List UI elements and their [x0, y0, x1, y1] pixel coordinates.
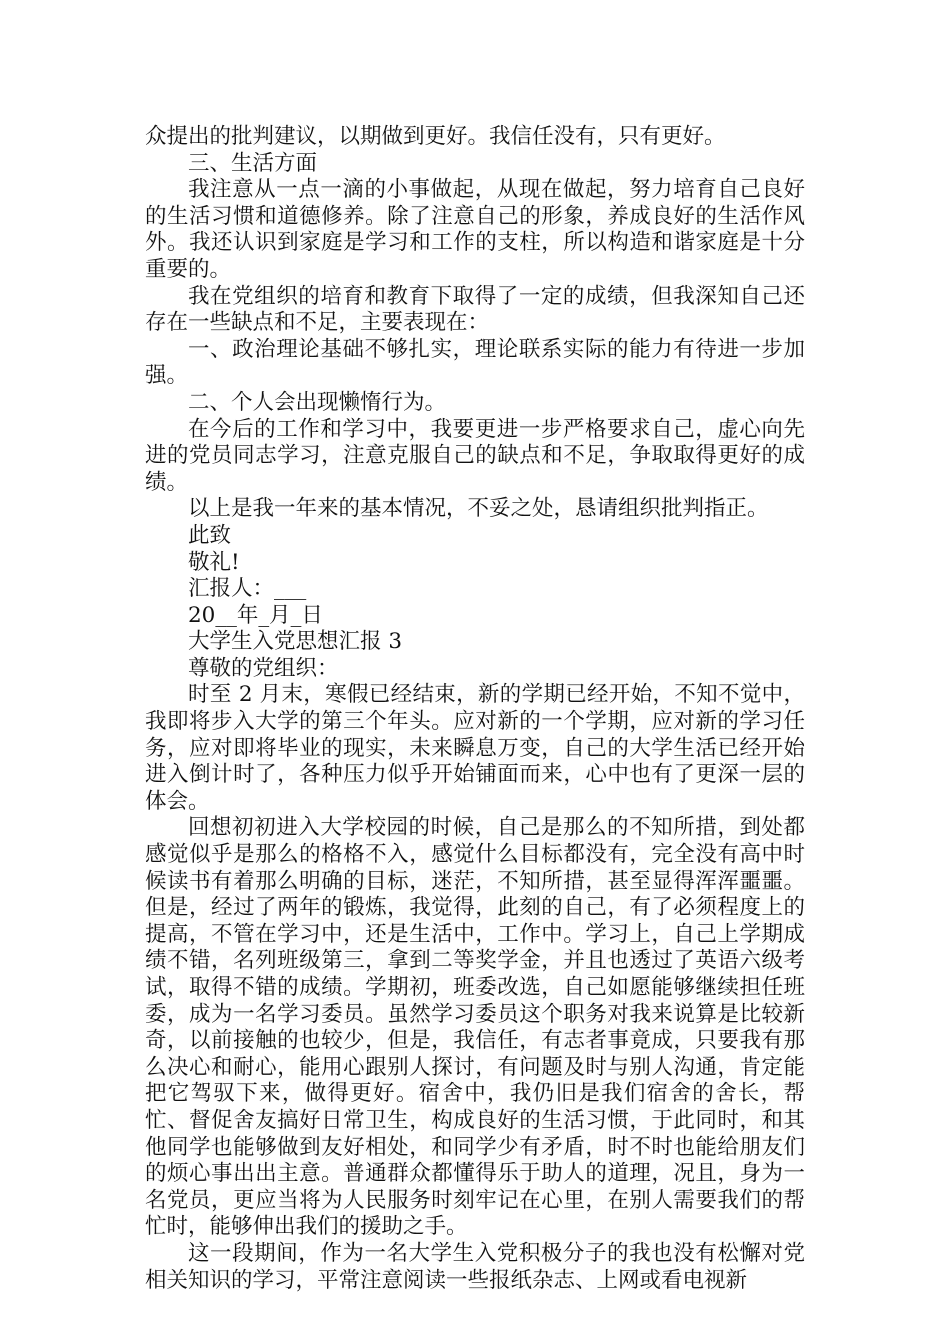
paragraph-shortcomings-intro: 我在党组织的培育和教育下取得了一定的成绩，但我深知自己还存在一些缺点和不足，主要表现在：	[145, 283, 805, 336]
section-heading-life: 三、生活方面	[188, 150, 318, 176]
list-item-shortcoming-2: 二、个人会出现懒惰行为。	[188, 389, 447, 415]
closing-regards: 敬礼!	[188, 549, 240, 575]
paragraph-future: 在今后的工作和学习中，我要更进一步严格要求自己，虚心向先进的党员同志学习，注意克服自己的缺点和不足，争取取得更好的成绩。	[145, 416, 805, 495]
paragraph-life: 我注意从一点一滴的小事做起，从现在做起，努力培育自己良好的生活习惯和道德修养。除了注意自己的形象，养成良好的生活作风外。我还认识到家庭是学习和工作的支柱，所以构造和谐家庭是十分重要的。	[145, 177, 805, 282]
paragraph-party-study: 这一段期间，作为一名大学生入党积极分子的我也没有松懈对党相关知识的学习，平常注意阅读一些报纸杂志、上网或看电视新	[145, 1240, 805, 1293]
paragraph-summary: 以上是我一年来的基本情况，不妥之处，恳请组织批判指正。	[188, 496, 769, 522]
list-item-shortcoming-1: 一、政治理论基础不够扎实，理论联系实际的能力有待进一步加强。	[145, 336, 805, 389]
section-title-report-3: 大学生入党思想汇报 3	[188, 629, 403, 655]
paragraph-reflection: 回想初初进入大学校园的时候，自己是那么的不知所措，到处都感觉似乎是那么的格格不入，感觉什么目标都没有，完全没有高中时候读书有着那么明确的目标，迷茫，不知所措，甚至显得浑浑噩噩。但是，经过了两年的锻炼，我觉得，此刻的自己，有了必须程度上的提高，不管在学习中，还是生活中，工作中。学习上，自己上学期成绩不错，名列班级第三，拿到二等奖学金，并且也透过了英语六级考试，取得不错的成绩。学期初，班委改选，自己如愿能够继续担任班委，成为一名学习委员。虽然学习委员这个职务对我来说算是比较新奇，以前接触的也较少，但是，我信任，有志者事竟成，只要我有那么决心和耐心，能用心跟别人探讨，有问题及时与别人沟通，肯定能把它驾驭下来，做得更好。宿舍中，我仍旧是我们宿舍的舍长，帮忙、督促舍友搞好日常卫生，构成良好的生活习惯，于此同时，和其他同学也能够做到友好相处，和同学少有矛盾，时不时也能给朋友们的烦心事出出主意。普通群众都懂得乐于助人的道理，况且，身为一名党员，更应当将为人民服务时刻牢记在心里，在别人需要我们的帮忙时，能够伸出我们的援助之手。	[145, 815, 805, 1240]
paragraph-semester-start: 时至 2 月末，寒假已经结束，新的学期已经开始，不知不觉中，我即将步入大学的第三个年头。应对新的一个学期，应对新的学习任务，应对即将毕业的现实，未来瞬息万变，自己的大学生活已经开始进入倒计时了，各种压力似乎开始铺面而来，心中也有了更深一层的体会。	[145, 682, 805, 814]
closing-salutation: 此致	[188, 522, 232, 548]
document-body	[145, 124, 805, 1294]
paragraph-continuation: 众提出的批判建议，以期做到更好。我信任没有，只有更好。	[145, 124, 726, 149]
reporter-signature: 汇报人：___	[188, 576, 307, 602]
greeting: 尊敬的党组织：	[188, 655, 339, 681]
report-date: 20__年_月_日	[188, 602, 323, 628]
